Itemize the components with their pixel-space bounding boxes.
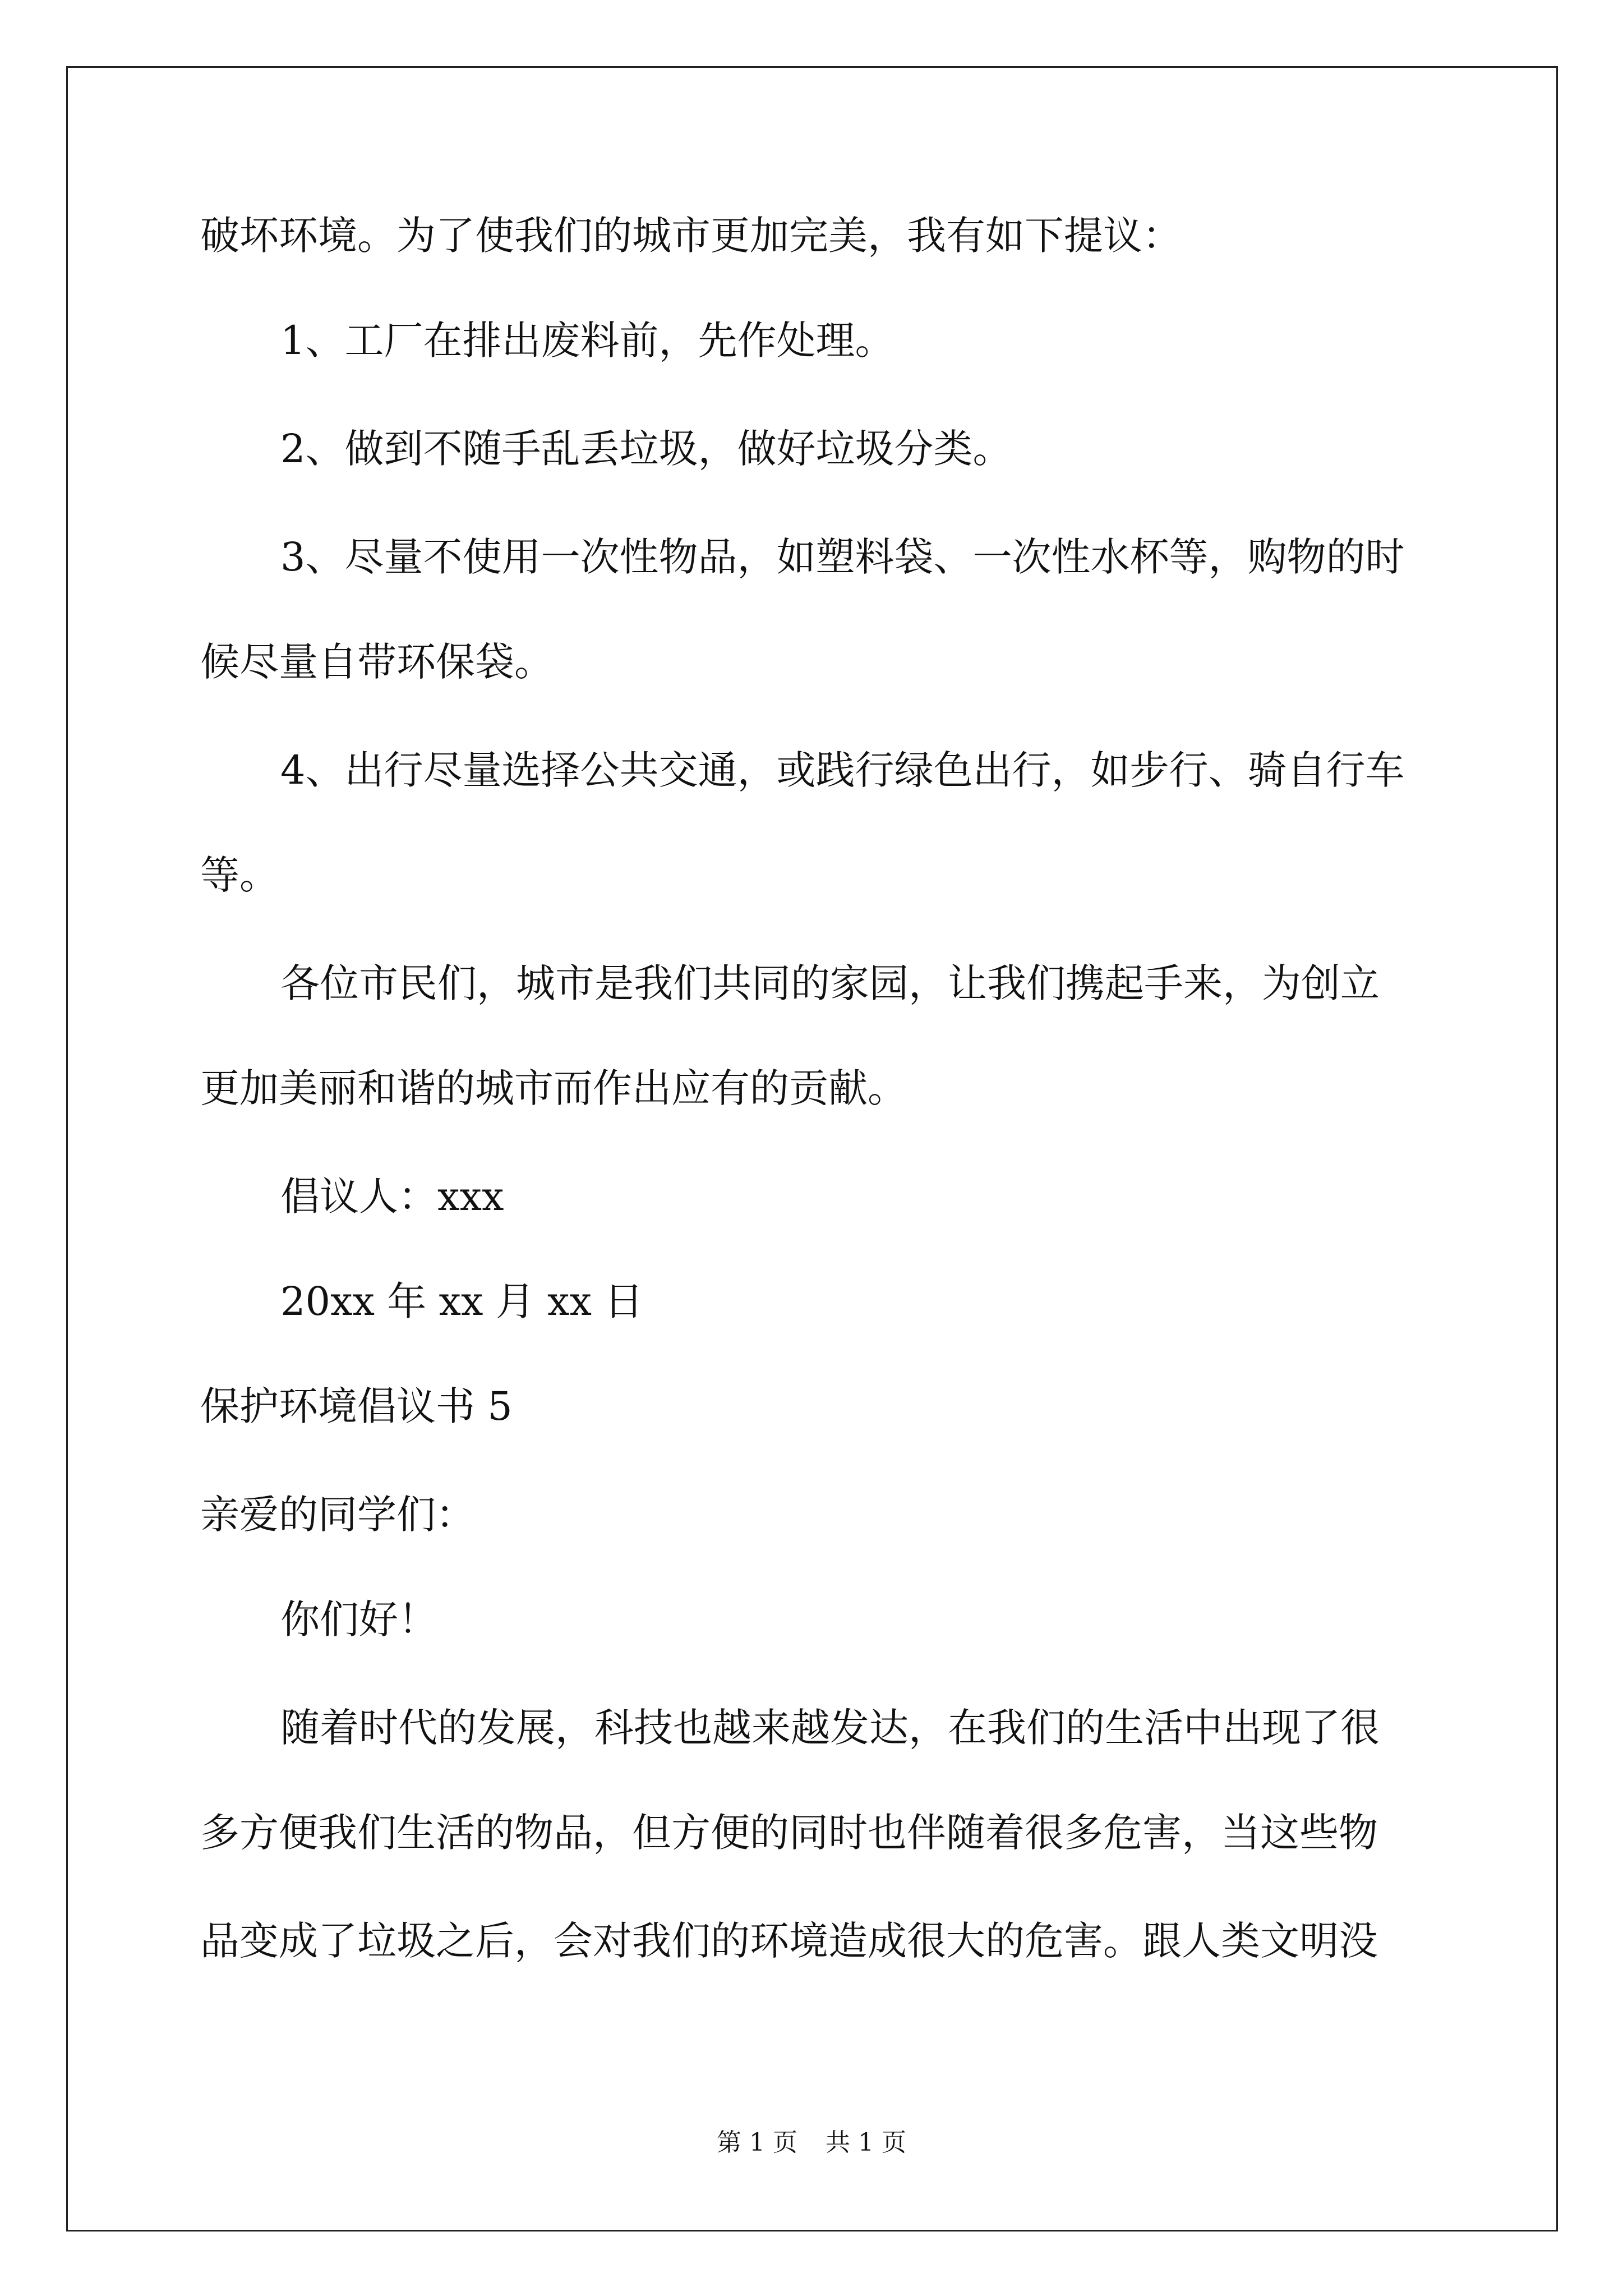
section-title: 保护环境倡议书 5	[200, 1383, 513, 1429]
page-frame	[66, 66, 1558, 2231]
text-line: 随着时代的发展，科技也越来越发达，在我们的生活中出现了很	[280, 1705, 1380, 1751]
text-line: 破坏环境。为了使我们的城市更加完美，我有如下提议：	[200, 213, 1182, 259]
salutation: 亲爱的同学们：	[200, 1492, 475, 1538]
text-line: 各位市民们，城市是我们共同的家园，让我们携起手来，为创立	[280, 960, 1380, 1006]
page-total: 共 1 页	[826, 2128, 906, 2157]
text-line: 品变成了垃圾之后，会对我们的环境造成很大的危害。跟人类文明没	[200, 1918, 1378, 1964]
date-line: 20xx 年 xx 月 xx 日	[280, 1278, 644, 1324]
list-item: 4、出行尽量选择公共交通，或践行绿色出行，如步行、骑自行车	[280, 747, 1405, 793]
list-item: 1、工厂在排出废料前，先作处理。	[280, 318, 895, 364]
text-line: 等。	[200, 852, 279, 898]
page-number: 第 1 页	[717, 2128, 797, 2157]
greeting: 你们好！	[280, 1596, 437, 1642]
text-line: 更加美丽和谐的城市而作出应有的贡献。	[200, 1065, 907, 1111]
text-line: 候尽量自带环保袋。	[200, 639, 554, 685]
signatory-line: 倡议人：xxx	[280, 1174, 504, 1220]
list-item: 3、尽量不使用一次性物品，如塑料袋、一次性水杯等，购物的时	[280, 534, 1405, 580]
list-item: 2、做到不随手乱丢垃圾，做好垃圾分类。	[280, 426, 1012, 472]
page-footer	[0, 2126, 1623, 2160]
text-line: 多方便我们生活的物品，但方便的同时也伴随着很多危害，当这些物	[200, 1810, 1378, 1856]
